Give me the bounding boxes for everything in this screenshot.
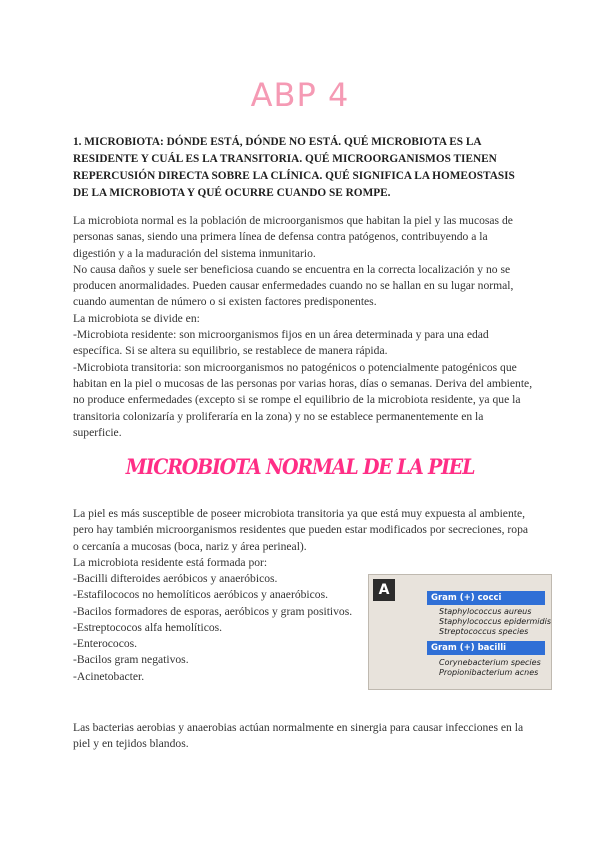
figure-label: A xyxy=(373,579,395,601)
skin-paragraph: Las bacterias aerobias y anaerobias actúan normalmente en sinergia para causar infecciones en la piel y en tejidos blandos. xyxy=(73,721,524,751)
skin-paragraph: La piel es más susceptible de poseer microbiota transitoria ya que está muy expuesta al ambiente, pero hay también microorganismos residentes que pueden estar modificados por secreciones, ropa o cercanía a mucosas (boca, nariz y área perineal). xyxy=(73,507,529,553)
intro-paragraph: La microbiota se divide en: xyxy=(73,311,200,325)
list-item: -Estreptococos alfa hemolíticos. xyxy=(73,620,223,634)
skin-paragraph: La microbiota residente está formada por: xyxy=(73,555,268,569)
intro-section xyxy=(73,213,533,441)
skin-section xyxy=(73,506,533,571)
question-heading: 1. MICROBIOTA: DÓNDE ESTÁ, DÓNDE NO ESTÁ. QUÉ MICROBIOTA ES LA RESIDENTE Y CUÁL ES LA TRANSITORIA. QUÉ MICROORGANISMOS TIENEN REPERCUSIÓN DIRECTA SOBRE LA CLÍNICA. QUÉ SIGNIFICA LA HOMEOSTASIS DE LA MICROBIOTA Y QUÉ OCURRE CUANDO SE ROMPE. xyxy=(73,136,515,199)
cocci-item: Staphylococcus epidermidis xyxy=(439,617,551,626)
list-item: -Acinetobacter. xyxy=(73,669,145,683)
intro-paragraph: -Microbiota transitoria: son microorganismos no patogénicos o potencialmente patogénicos que habitan en la piel o mucosas de las personas por varias horas, días o semanas. Deriva del ambiente, no produce enfermedades (excepto si se rompe el equilibrio de la microbiota residente, ya que la transitoria colonizaría y proliferaría en la zona) y no se establece permanentemente en la superficie. xyxy=(73,360,533,439)
bacilli-item: Corynebacterium species xyxy=(439,658,541,667)
synergy-section xyxy=(73,720,533,753)
intro-paragraph: La microbiota normal es la población de microorganismos que habitan la piel y las mucosas de personas sanas, siendo una primera línea de defensa contra patógenos, contribuyendo a la digestión y a la maduración del sistema inmunitario. xyxy=(73,214,513,260)
bacilli-item: Propionibacterium acnes xyxy=(439,668,539,677)
intro-paragraph: No causa daños y suele ser beneficiosa cuando se encuentra en la correcta localización y no se producen anormalidades. Pueden causar enfermedades cuando no se hallan en su lugar normal, cuando aumentan de número o si existen factores predisponentes. xyxy=(73,262,514,309)
list-item: -Bacilli difteroides aeróbicos y anaeróbicos. xyxy=(73,572,278,585)
intro-paragraph: -Microbiota residente: son microorganismos fijos en un área determinada y para una edad específica. Si se altera su equilibrio, se restablece de manera rápida. xyxy=(73,328,489,358)
section-title: MICROBIOTA NORMAL DE LA PIEL xyxy=(125,454,475,480)
gram-positive-figure xyxy=(368,574,552,690)
cocci-item: Streptococcus species xyxy=(439,627,529,636)
resident-microbiota-list xyxy=(73,571,373,685)
list-item: -Enterococos. xyxy=(73,637,138,651)
page-title: ABP 4 xyxy=(250,76,350,114)
list-item: -Estafilococos no hemolíticos aeróbicos y anaeróbicos. xyxy=(73,588,328,602)
list-item: -Bacilos formadores de esporas, aeróbicos y gram positivos. xyxy=(73,604,353,618)
cocci-item: Staphylococcus aureus xyxy=(439,607,532,616)
list-item: -Bacilos gram negativos. xyxy=(73,653,189,667)
cocci-header: Gram (+) cocci xyxy=(427,591,545,605)
bacilli-header: Gram (+) bacilli xyxy=(427,641,545,655)
